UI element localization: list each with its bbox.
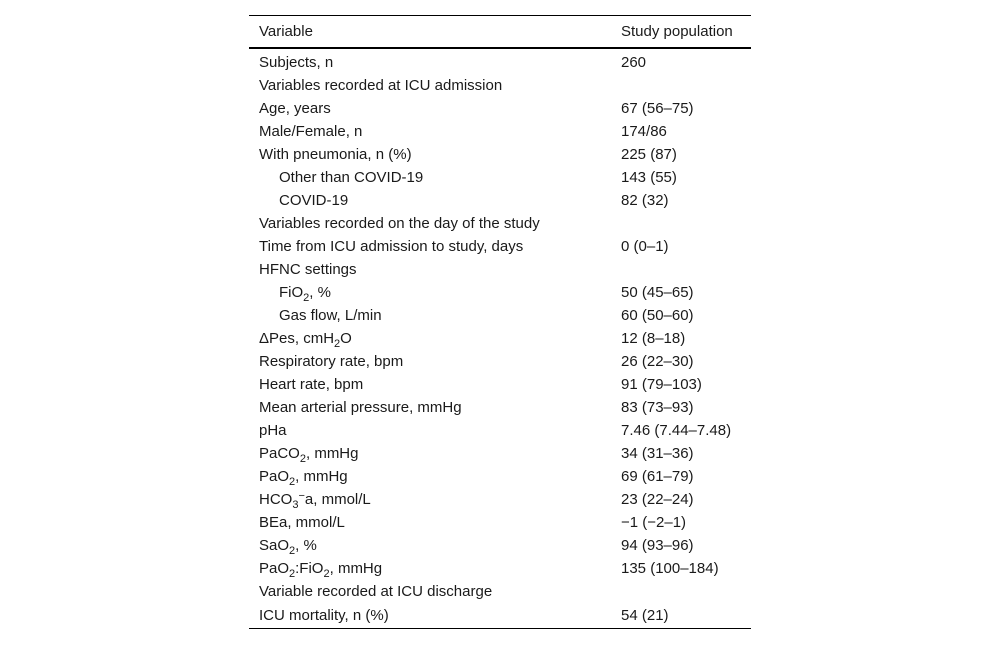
row-value: 26 (22–30) xyxy=(621,353,694,370)
row-value: 23 (22–24) xyxy=(621,491,694,508)
row-label: pHa xyxy=(259,422,287,439)
row-value: 50 (45–65) xyxy=(621,284,694,301)
row-value: 94 (93–96) xyxy=(621,537,694,554)
row-value: 143 (55) xyxy=(621,169,677,186)
row-label xyxy=(249,488,611,511)
table-row xyxy=(249,580,751,603)
label-text: ΔPes, cmH xyxy=(259,330,335,347)
section-label: HFNC settings xyxy=(259,261,357,278)
label-text: SaO xyxy=(259,537,290,554)
header-row xyxy=(249,16,751,49)
header-study-population: Study population xyxy=(611,16,751,49)
row-label: Gas flow, L/min xyxy=(279,307,382,324)
table-row xyxy=(249,120,751,143)
row-value xyxy=(611,74,751,97)
table-row xyxy=(249,419,751,442)
table-row xyxy=(249,281,751,304)
row-value xyxy=(611,212,751,235)
row-value xyxy=(611,580,751,603)
row-value: 67 (56–75) xyxy=(621,100,694,117)
row-label: Respiratory rate, bpm xyxy=(259,353,404,370)
table-row xyxy=(249,465,751,488)
section-label: Variables recorded on the day of the study xyxy=(259,215,540,232)
table-header xyxy=(249,16,751,49)
label-text: , % xyxy=(309,284,331,301)
row-value: 91 (79–103) xyxy=(621,376,702,393)
table-row xyxy=(249,488,751,511)
table-row xyxy=(249,48,751,74)
row-label xyxy=(249,281,611,304)
row-label xyxy=(249,534,611,557)
subscript: 2 xyxy=(323,568,330,580)
row-value: −1 (−2–1) xyxy=(621,514,687,531)
row-value: 260 xyxy=(621,54,647,71)
row-value: 60 (50–60) xyxy=(621,307,694,324)
row-label: Subjects, n xyxy=(259,54,334,71)
label-text: , % xyxy=(295,537,317,554)
label-text: :FiO xyxy=(295,560,324,577)
row-label xyxy=(249,327,611,350)
row-label: Male/Female, n xyxy=(259,123,363,140)
row-value: 83 (73–93) xyxy=(621,399,694,416)
label-text: PaO xyxy=(259,560,290,577)
header-variable: Variable xyxy=(249,16,611,49)
row-label xyxy=(249,442,611,465)
row-label: Other than COVID-19 xyxy=(279,169,424,186)
table-row xyxy=(249,97,751,120)
table-row xyxy=(249,189,751,212)
table-row xyxy=(249,258,751,281)
row-value xyxy=(611,258,751,281)
row-label: ICU mortality, n (%) xyxy=(249,603,611,629)
table-row xyxy=(249,603,751,629)
row-label: COVID-19 xyxy=(279,192,349,209)
table-row xyxy=(249,557,751,580)
table-row xyxy=(249,166,751,189)
study-population-table xyxy=(249,15,751,629)
label-text: , mmHg xyxy=(329,560,383,577)
table-row xyxy=(249,235,751,258)
table-row xyxy=(249,143,751,166)
label-text: O xyxy=(340,330,352,347)
label-text: PaCO xyxy=(259,445,300,462)
superscript: − xyxy=(298,490,305,502)
row-value: 12 (8–18) xyxy=(621,330,686,347)
label-text: PaO xyxy=(259,468,290,485)
subscript: 2 xyxy=(289,476,296,488)
row-label: Mean arterial pressure, mmHg xyxy=(259,399,462,416)
row-label: Heart rate, bpm xyxy=(259,376,364,393)
subscript: 2 xyxy=(289,568,296,580)
row-value: 69 (61–79) xyxy=(621,468,694,485)
row-label xyxy=(249,465,611,488)
table-row xyxy=(249,373,751,396)
table-body xyxy=(249,48,751,629)
section-label: Variable recorded at ICU discharge xyxy=(259,583,493,600)
subscript: 2 xyxy=(303,292,310,304)
label-text: , mmHg xyxy=(305,445,359,462)
label-text: FiO xyxy=(279,284,304,301)
row-value: 174/86 xyxy=(621,123,667,140)
row-value: 34 (31–36) xyxy=(621,445,694,462)
table-row xyxy=(249,327,751,350)
subscript: 2 xyxy=(289,545,296,557)
subscript: 3 xyxy=(292,499,299,511)
row-value: 0 (0–1) xyxy=(621,238,669,255)
table-row xyxy=(249,442,751,465)
row-label: Age, years xyxy=(259,100,331,117)
table-row xyxy=(249,212,751,235)
table-row xyxy=(249,304,751,327)
row-value: 135 (100–184) xyxy=(621,560,719,577)
table-row xyxy=(249,534,751,557)
subscript: 2 xyxy=(299,453,306,465)
table-row xyxy=(249,74,751,97)
row-label: Time from ICU admission to study, days xyxy=(259,238,524,255)
row-value: 225 (87) xyxy=(621,146,677,163)
table-row xyxy=(249,396,751,419)
row-value: 82 (32) xyxy=(621,192,669,209)
subscript: 2 xyxy=(334,338,341,350)
row-label xyxy=(249,557,611,580)
row-value: 54 (21) xyxy=(611,603,751,629)
table-row xyxy=(249,511,751,534)
label-text: , mmHg xyxy=(295,468,348,485)
data-table-container xyxy=(249,15,751,629)
label-text: HCO xyxy=(259,491,293,508)
row-value: 7.46 (7.44–7.48) xyxy=(621,422,732,439)
label-text: a, mmol/L xyxy=(304,491,371,508)
section-label: Variables recorded at ICU admission xyxy=(259,77,503,94)
row-label: With pneumonia, n (%) xyxy=(259,146,412,163)
table-row xyxy=(249,350,751,373)
row-label: BEa, mmol/L xyxy=(259,514,345,531)
